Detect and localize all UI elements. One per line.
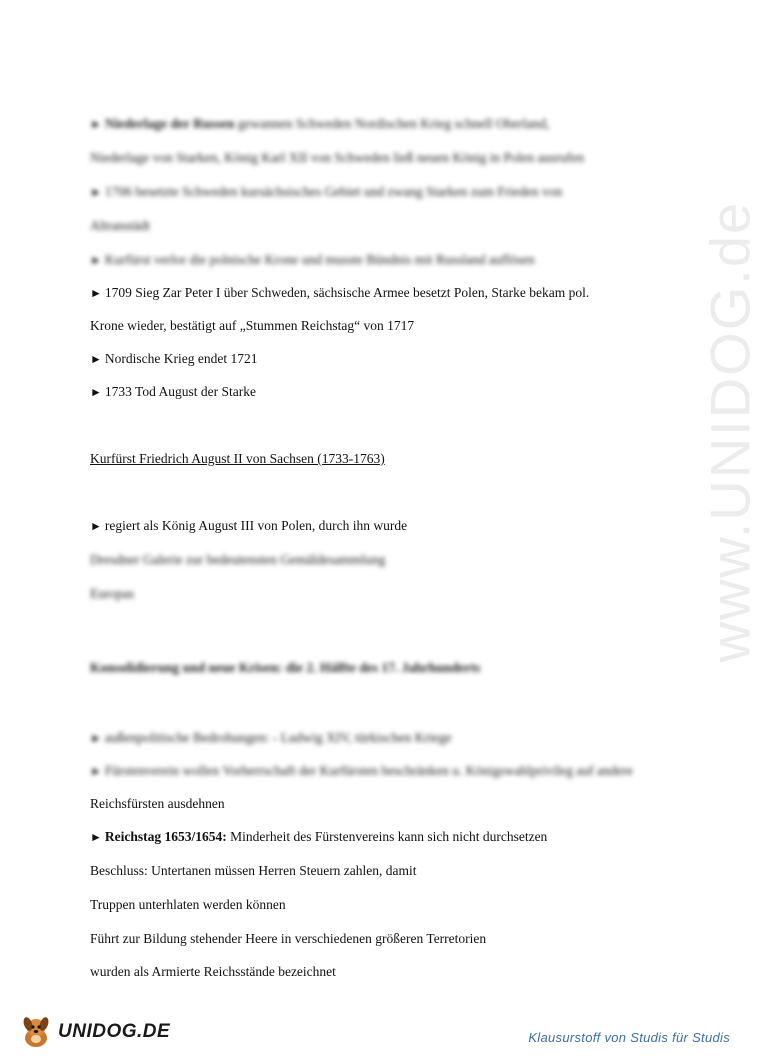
text-line-5 bbox=[90, 252, 535, 268]
dog-mascot-icon bbox=[18, 1014, 54, 1050]
text-line-8 bbox=[90, 351, 257, 367]
line-text: 1709 Sieg Zar Peter I über Schweden, sächsische Armee besetzt Polen, Starke bekam pol. bbox=[104, 285, 590, 300]
bullet-icon: ► bbox=[90, 117, 102, 131]
section-heading: Kurfürst Friedrich August II von Sachsen (1733-1763) bbox=[90, 451, 385, 466]
line-text: Nordische Krieg endet 1721 bbox=[104, 351, 258, 366]
text-line-3 bbox=[90, 184, 562, 200]
line-text: Fürstenverein wollen Vorherrschaft der Kurfürsten beschränken u. Königswahlprivileg auf andere bbox=[104, 763, 633, 778]
line-text: Niederlage von Starken, König Karl XII von Schweden ließ neuen König in Polen ausrufen bbox=[90, 150, 585, 165]
text-line-16 bbox=[90, 763, 633, 779]
text-line-12 bbox=[90, 552, 385, 568]
text-line-1 bbox=[90, 116, 550, 132]
text-line-18 bbox=[90, 829, 547, 845]
line-text: außenpolitische Bedrohungen: - Ludwig XIV, türkischen Kriege bbox=[104, 730, 452, 745]
bullet-icon: ► bbox=[90, 731, 102, 745]
text-line-2 bbox=[90, 150, 584, 166]
bullet-icon: ► bbox=[90, 830, 102, 844]
text-line-17 bbox=[90, 796, 225, 812]
line-text: Europas bbox=[90, 586, 135, 601]
text-line-21 bbox=[90, 931, 486, 947]
text-line-13 bbox=[90, 586, 134, 602]
bold-phrase: Niederlage der Russen bbox=[104, 116, 235, 131]
line-text: Altranstädt bbox=[90, 218, 150, 233]
line-text: Reichsfürsten ausdehnen bbox=[90, 796, 225, 811]
line-text: Führt zur Bildung stehender Heere in verschiedenen größeren Terretorien bbox=[90, 931, 487, 946]
line-text: Truppen unterhlaten werden können bbox=[90, 897, 286, 912]
line-text: regiert als König August III von Polen, durch ihn wurde bbox=[104, 518, 408, 533]
text-line-20 bbox=[90, 897, 286, 913]
text-line-11 bbox=[90, 518, 407, 534]
line-text: Beschluss: Untertanen müssen Herren Steuern zahlen, damit bbox=[90, 863, 417, 878]
text-line-22 bbox=[90, 964, 336, 980]
line-text: Kurfürst verlor die polnische Krone und musste Bündnis mit Russland auflösen bbox=[104, 252, 535, 267]
line-text: Dresdner Galerie zur bedeutensten Gemäldesammlung bbox=[90, 552, 386, 567]
line-text: Minderheit des Fürstenvereins kann sich nicht durchsetzen bbox=[230, 829, 548, 844]
logo-text: UNIDOG.DE bbox=[58, 1021, 171, 1042]
text-line-7 bbox=[90, 318, 414, 334]
line-text: 1733 Tod August der Starke bbox=[104, 384, 256, 399]
bullet-icon: ► bbox=[90, 764, 102, 778]
unidog-logo bbox=[18, 1014, 170, 1050]
line-text: wurden als Armierte Reichsstände bezeichnet bbox=[90, 964, 336, 979]
section-heading-blurred: Konsolidierung und neue Krisen: die 2. Hälfte des 17. Jahrhunderts bbox=[90, 660, 481, 675]
text-line-9 bbox=[90, 384, 256, 400]
text-line-19 bbox=[90, 863, 417, 879]
bullet-icon: ► bbox=[90, 253, 102, 267]
text-line-4 bbox=[90, 218, 150, 234]
text-line-15 bbox=[90, 730, 451, 746]
bullet-icon: ► bbox=[90, 519, 102, 533]
bullet-icon: ► bbox=[90, 185, 102, 199]
bold-phrase: Reichstag 1653/1654: bbox=[104, 829, 227, 844]
bullet-icon: ► bbox=[90, 352, 102, 366]
footer-tagline: Klausurstoff von Studis für Studis bbox=[528, 1030, 730, 1045]
line-text: 1706 besetzte Schweden kursächsisches Gebiet und zwang Starken zum Frieden von bbox=[104, 184, 563, 199]
line-text: Krone wieder, bestätigt auf „Stummen Reichstag“ von 1717 bbox=[90, 318, 415, 333]
bullet-icon: ► bbox=[90, 286, 102, 300]
text-line-6 bbox=[90, 285, 589, 301]
watermark: www.UNIDOG.de bbox=[698, 200, 762, 663]
line-text: gewannen Schweden Nordischen Krieg schnell Oberland, bbox=[237, 116, 550, 131]
bullet-icon: ► bbox=[90, 385, 102, 399]
